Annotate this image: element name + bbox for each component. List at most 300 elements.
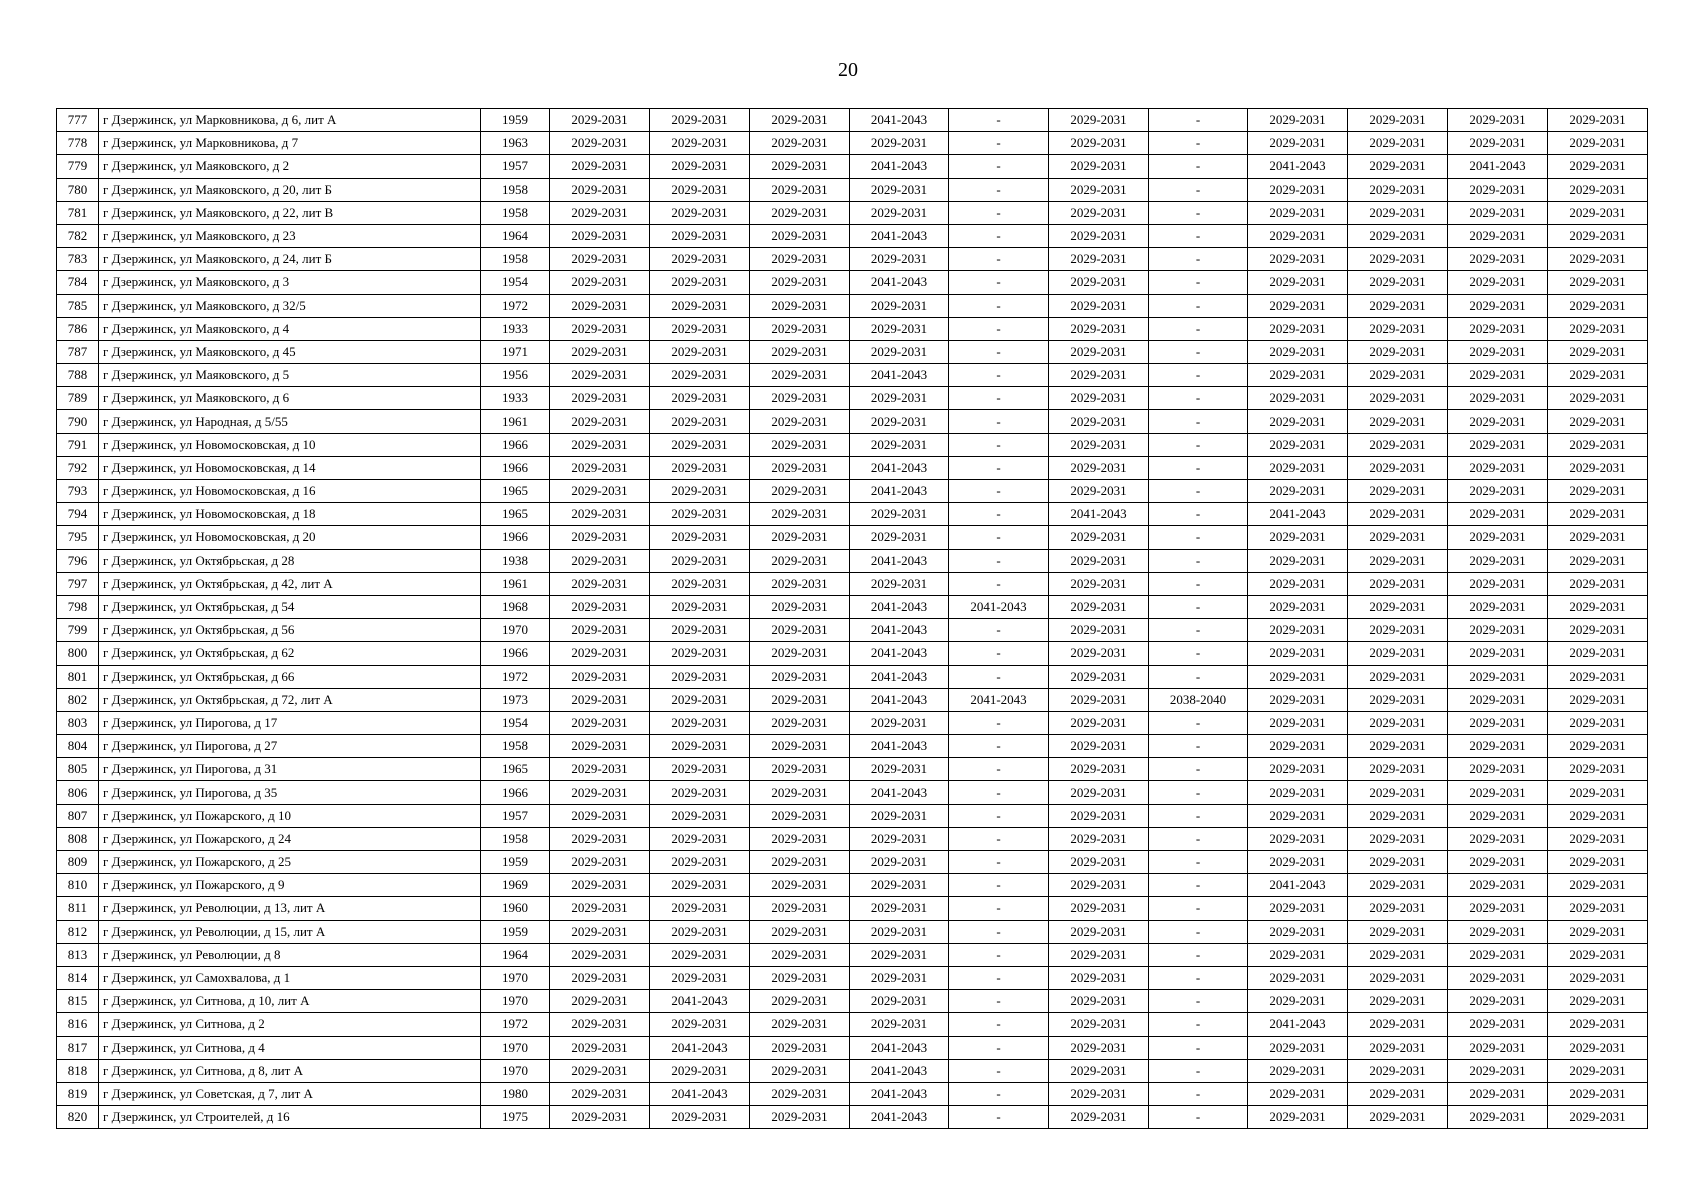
cell-build-year: 1972 (481, 665, 550, 688)
cell-col-10: 2029-2031 (1448, 1082, 1548, 1105)
cell-col-9: 2029-2031 (1348, 827, 1448, 850)
cell-col-1: 2029-2031 (550, 132, 650, 155)
cell-col-9: 2029-2031 (1348, 433, 1448, 456)
cell-col-11: 2029-2031 (1548, 711, 1648, 734)
table-row (57, 1059, 1648, 1082)
cell-col-10: 2029-2031 (1448, 271, 1548, 294)
cell-col-6: 2029-2031 (1049, 1036, 1149, 1059)
cell-col-2: 2029-2031 (650, 1106, 750, 1129)
table-row (57, 410, 1648, 433)
cell-col-11: 2029-2031 (1548, 224, 1648, 247)
cell-col-2: 2029-2031 (650, 619, 750, 642)
page-number: 20 (838, 59, 858, 81)
cell-row-number: 786 (57, 317, 99, 340)
cell-col-5: - (949, 271, 1049, 294)
cell-col-6: 2029-2031 (1049, 851, 1149, 874)
cell-col-7: - (1149, 1106, 1248, 1129)
cell-col-1: 2029-2031 (550, 456, 650, 479)
cell-row-number: 788 (57, 364, 99, 387)
cell-build-year: 1969 (481, 874, 550, 897)
cell-col-7: - (1149, 433, 1248, 456)
cell-build-year: 1980 (481, 1082, 550, 1105)
cell-col-8: 2029-2031 (1248, 109, 1348, 132)
table-row (57, 758, 1648, 781)
cell-col-10: 2029-2031 (1448, 178, 1548, 201)
table-row (57, 966, 1648, 989)
cell-address: г Дзержинск, ул Маяковского, д 45 (99, 340, 481, 363)
cell-col-3: 2029-2031 (750, 1082, 850, 1105)
cell-col-2: 2029-2031 (650, 897, 750, 920)
cell-col-4: 2029-2031 (850, 827, 949, 850)
cell-col-9: 2029-2031 (1348, 1059, 1448, 1082)
cell-col-7: - (1149, 248, 1248, 271)
cell-col-11: 2029-2031 (1548, 1082, 1648, 1105)
cell-col-10: 2029-2031 (1448, 1013, 1548, 1036)
cell-col-7: 2038-2040 (1149, 688, 1248, 711)
cell-col-6: 2029-2031 (1049, 688, 1149, 711)
cell-col-9: 2029-2031 (1348, 990, 1448, 1013)
cell-col-4: 2041-2043 (850, 549, 949, 572)
cell-address: г Дзержинск, ул Октябрьская, д 28 (99, 549, 481, 572)
cell-row-number: 806 (57, 781, 99, 804)
cell-col-6: 2029-2031 (1049, 433, 1149, 456)
cell-col-3: 2029-2031 (750, 155, 850, 178)
cell-row-number: 811 (57, 897, 99, 920)
cell-col-5: - (949, 132, 1049, 155)
cell-col-2: 2029-2031 (650, 827, 750, 850)
table-row (57, 224, 1648, 247)
cell-col-6: 2029-2031 (1049, 990, 1149, 1013)
cell-address: г Дзержинск, ул Маяковского, д 22, лит В (99, 201, 481, 224)
cell-col-7: - (1149, 619, 1248, 642)
cell-col-10: 2029-2031 (1448, 387, 1548, 410)
cell-col-9: 2029-2031 (1348, 1036, 1448, 1059)
cell-col-8: 2029-2031 (1248, 1036, 1348, 1059)
cell-col-11: 2029-2031 (1548, 735, 1648, 758)
cell-col-10: 2029-2031 (1448, 619, 1548, 642)
cell-col-5: - (949, 758, 1049, 781)
cell-build-year: 1975 (481, 1106, 550, 1129)
cell-col-9: 2029-2031 (1348, 224, 1448, 247)
cell-col-3: 2029-2031 (750, 642, 850, 665)
cell-col-3: 2029-2031 (750, 456, 850, 479)
cell-col-10: 2029-2031 (1448, 920, 1548, 943)
cell-build-year: 1968 (481, 595, 550, 618)
cell-col-9: 2029-2031 (1348, 248, 1448, 271)
cell-col-3: 2029-2031 (750, 271, 850, 294)
cell-col-1: 2029-2031 (550, 387, 650, 410)
cell-col-4: 2041-2043 (850, 480, 949, 503)
cell-col-3: 2029-2031 (750, 665, 850, 688)
cell-address: г Дзержинск, ул Ситнова, д 8, лит А (99, 1059, 481, 1082)
cell-address: г Дзержинск, ул Ситнова, д 4 (99, 1036, 481, 1059)
cell-row-number: 812 (57, 920, 99, 943)
table-row (57, 711, 1648, 734)
cell-col-1: 2029-2031 (550, 874, 650, 897)
cell-col-10: 2029-2031 (1448, 943, 1548, 966)
cell-col-7: - (1149, 317, 1248, 340)
cell-col-2: 2029-2031 (650, 271, 750, 294)
cell-col-9: 2029-2031 (1348, 340, 1448, 363)
cell-col-6: 2029-2031 (1049, 549, 1149, 572)
table-row (57, 178, 1648, 201)
cell-col-6: 2029-2031 (1049, 920, 1149, 943)
cell-col-4: 2041-2043 (850, 1082, 949, 1105)
cell-address: г Дзержинск, ул Октябрьская, д 56 (99, 619, 481, 642)
cell-col-4: 2029-2031 (850, 410, 949, 433)
cell-col-3: 2029-2031 (750, 132, 850, 155)
cell-col-7: - (1149, 665, 1248, 688)
cell-col-7: - (1149, 874, 1248, 897)
cell-col-10: 2029-2031 (1448, 1059, 1548, 1082)
cell-col-1: 2029-2031 (550, 665, 650, 688)
table-row (57, 1106, 1648, 1129)
cell-col-2: 2029-2031 (650, 804, 750, 827)
cell-col-7: - (1149, 920, 1248, 943)
cell-col-9: 2029-2031 (1348, 619, 1448, 642)
cell-col-11: 2029-2031 (1548, 248, 1648, 271)
cell-col-1: 2029-2031 (550, 294, 650, 317)
cell-col-2: 2029-2031 (650, 178, 750, 201)
cell-col-2: 2029-2031 (650, 1013, 750, 1036)
cell-col-3: 2029-2031 (750, 920, 850, 943)
cell-col-3: 2029-2031 (750, 340, 850, 363)
cell-col-4: 2041-2043 (850, 155, 949, 178)
cell-col-7: - (1149, 595, 1248, 618)
cell-col-9: 2029-2031 (1348, 178, 1448, 201)
cell-col-11: 2029-2031 (1548, 155, 1648, 178)
cell-col-5: - (949, 665, 1049, 688)
cell-col-2: 2029-2031 (650, 456, 750, 479)
cell-address: г Дзержинск, ул Октябрьская, д 62 (99, 642, 481, 665)
cell-col-8: 2029-2031 (1248, 920, 1348, 943)
cell-col-2: 2029-2031 (650, 294, 750, 317)
cell-col-1: 2029-2031 (550, 711, 650, 734)
cell-build-year: 1972 (481, 294, 550, 317)
cell-col-9: 2029-2031 (1348, 526, 1448, 549)
cell-col-11: 2029-2031 (1548, 665, 1648, 688)
cell-col-8: 2029-2031 (1248, 433, 1348, 456)
cell-col-7: - (1149, 943, 1248, 966)
cell-col-3: 2029-2031 (750, 966, 850, 989)
cell-build-year: 1966 (481, 781, 550, 804)
cell-build-year: 1957 (481, 804, 550, 827)
cell-col-10: 2029-2031 (1448, 340, 1548, 363)
cell-col-6: 2029-2031 (1049, 966, 1149, 989)
table-row (57, 364, 1648, 387)
cell-row-number: 795 (57, 526, 99, 549)
cell-col-6: 2029-2031 (1049, 595, 1149, 618)
cell-col-8: 2029-2031 (1248, 966, 1348, 989)
cell-row-number: 791 (57, 433, 99, 456)
cell-col-1: 2029-2031 (550, 433, 650, 456)
cell-build-year: 1958 (481, 201, 550, 224)
cell-col-2: 2029-2031 (650, 665, 750, 688)
cell-build-year: 1958 (481, 735, 550, 758)
table-row (57, 1036, 1648, 1059)
cell-row-number: 801 (57, 665, 99, 688)
cell-col-7: - (1149, 758, 1248, 781)
cell-col-7: - (1149, 851, 1248, 874)
cell-col-3: 2029-2031 (750, 433, 850, 456)
cell-col-7: - (1149, 804, 1248, 827)
cell-col-8: 2029-2031 (1248, 317, 1348, 340)
cell-address: г Дзержинск, ул Пирогова, д 35 (99, 781, 481, 804)
cell-col-10: 2029-2031 (1448, 480, 1548, 503)
cell-col-2: 2029-2031 (650, 340, 750, 363)
cell-row-number: 800 (57, 642, 99, 665)
cell-col-10: 2029-2031 (1448, 549, 1548, 572)
cell-col-1: 2029-2031 (550, 781, 650, 804)
cell-address: г Дзержинск, ул Новомосковская, д 20 (99, 526, 481, 549)
cell-col-1: 2029-2031 (550, 1036, 650, 1059)
cell-col-8: 2029-2031 (1248, 758, 1348, 781)
cell-col-11: 2029-2031 (1548, 781, 1648, 804)
cell-col-2: 2029-2031 (650, 595, 750, 618)
cell-col-10: 2029-2031 (1448, 248, 1548, 271)
cell-col-10: 2029-2031 (1448, 781, 1548, 804)
cell-row-number: 798 (57, 595, 99, 618)
cell-address: г Дзержинск, ул Марковникова, д 6, лит А (99, 109, 481, 132)
cell-col-10: 2029-2031 (1448, 735, 1548, 758)
cell-col-4: 2041-2043 (850, 224, 949, 247)
table-row (57, 874, 1648, 897)
cell-col-3: 2029-2031 (750, 874, 850, 897)
cell-col-10: 2029-2031 (1448, 827, 1548, 850)
cell-col-3: 2029-2031 (750, 410, 850, 433)
cell-col-9: 2029-2031 (1348, 155, 1448, 178)
cell-col-6: 2029-2031 (1049, 572, 1149, 595)
cell-col-11: 2029-2031 (1548, 804, 1648, 827)
cell-col-8: 2029-2031 (1248, 549, 1348, 572)
cell-col-2: 2029-2031 (650, 109, 750, 132)
table-row (57, 503, 1648, 526)
table-row (57, 804, 1648, 827)
cell-col-7: - (1149, 294, 1248, 317)
cell-build-year: 1970 (481, 1036, 550, 1059)
cell-col-4: 2029-2031 (850, 526, 949, 549)
cell-col-9: 2029-2031 (1348, 781, 1448, 804)
cell-col-9: 2029-2031 (1348, 201, 1448, 224)
cell-build-year: 1965 (481, 480, 550, 503)
cell-col-1: 2029-2031 (550, 271, 650, 294)
cell-col-3: 2029-2031 (750, 758, 850, 781)
cell-col-7: - (1149, 132, 1248, 155)
cell-col-2: 2029-2031 (650, 966, 750, 989)
cell-col-9: 2029-2031 (1348, 851, 1448, 874)
cell-col-11: 2029-2031 (1548, 340, 1648, 363)
cell-build-year: 1970 (481, 990, 550, 1013)
cell-col-4: 2029-2031 (850, 433, 949, 456)
table-row (57, 920, 1648, 943)
cell-col-8: 2029-2031 (1248, 201, 1348, 224)
table-row (57, 294, 1648, 317)
cell-col-8: 2041-2043 (1248, 155, 1348, 178)
cell-col-10: 2029-2031 (1448, 595, 1548, 618)
cell-col-8: 2029-2031 (1248, 1082, 1348, 1105)
cell-col-7: - (1149, 178, 1248, 201)
cell-col-2: 2029-2031 (650, 433, 750, 456)
cell-col-11: 2029-2031 (1548, 1013, 1648, 1036)
cell-col-2: 2029-2031 (650, 851, 750, 874)
cell-col-6: 2029-2031 (1049, 827, 1149, 850)
cell-col-6: 2029-2031 (1049, 132, 1149, 155)
cell-col-4: 2029-2031 (850, 897, 949, 920)
cell-col-9: 2029-2031 (1348, 456, 1448, 479)
cell-col-3: 2029-2031 (750, 387, 850, 410)
cell-col-9: 2029-2031 (1348, 317, 1448, 340)
cell-row-number: 780 (57, 178, 99, 201)
table-row (57, 943, 1648, 966)
table-row (57, 897, 1648, 920)
cell-address: г Дзержинск, ул Маяковского, д 3 (99, 271, 481, 294)
cell-col-2: 2029-2031 (650, 943, 750, 966)
cell-col-2: 2029-2031 (650, 688, 750, 711)
cell-col-1: 2029-2031 (550, 572, 650, 595)
cell-col-10: 2029-2031 (1448, 897, 1548, 920)
cell-col-11: 2029-2031 (1548, 966, 1648, 989)
cell-col-7: - (1149, 109, 1248, 132)
cell-col-2: 2029-2031 (650, 364, 750, 387)
cell-col-2: 2041-2043 (650, 1082, 750, 1105)
cell-col-2: 2029-2031 (650, 387, 750, 410)
cell-col-9: 2029-2031 (1348, 294, 1448, 317)
cell-col-9: 2029-2031 (1348, 572, 1448, 595)
cell-address: г Дзержинск, ул Маяковского, д 6 (99, 387, 481, 410)
cell-col-6: 2029-2031 (1049, 224, 1149, 247)
cell-col-7: - (1149, 966, 1248, 989)
cell-col-2: 2041-2043 (650, 1036, 750, 1059)
cell-col-4: 2041-2043 (850, 364, 949, 387)
cell-col-1: 2029-2031 (550, 364, 650, 387)
cell-address: г Дзержинск, ул Новомосковская, д 10 (99, 433, 481, 456)
table-row (57, 271, 1648, 294)
cell-address: г Дзержинск, ул Новомосковская, д 16 (99, 480, 481, 503)
cell-build-year: 1959 (481, 109, 550, 132)
cell-col-6: 2029-2031 (1049, 874, 1149, 897)
cell-col-5: - (949, 294, 1049, 317)
cell-build-year: 1966 (481, 642, 550, 665)
cell-col-7: - (1149, 549, 1248, 572)
cell-row-number: 818 (57, 1059, 99, 1082)
cell-col-3: 2029-2031 (750, 549, 850, 572)
cell-col-2: 2029-2031 (650, 480, 750, 503)
cell-col-9: 2029-2031 (1348, 943, 1448, 966)
cell-col-10: 2029-2031 (1448, 874, 1548, 897)
cell-col-9: 2029-2031 (1348, 966, 1448, 989)
cell-col-6: 2029-2031 (1049, 410, 1149, 433)
cell-col-5: - (949, 642, 1049, 665)
cell-col-5: - (949, 781, 1049, 804)
cell-col-11: 2029-2031 (1548, 294, 1648, 317)
cell-col-4: 2041-2043 (850, 456, 949, 479)
cell-col-1: 2029-2031 (550, 224, 650, 247)
cell-col-1: 2029-2031 (550, 804, 650, 827)
cell-col-3: 2029-2031 (750, 781, 850, 804)
table-row (57, 201, 1648, 224)
cell-col-10: 2029-2031 (1448, 711, 1548, 734)
cell-address: г Дзержинск, ул Октябрьская, д 54 (99, 595, 481, 618)
cell-col-11: 2029-2031 (1548, 827, 1648, 850)
cell-col-10: 2029-2031 (1448, 642, 1548, 665)
cell-col-8: 2029-2031 (1248, 851, 1348, 874)
cell-build-year: 1964 (481, 224, 550, 247)
cell-col-4: 2029-2031 (850, 804, 949, 827)
cell-col-5: - (949, 317, 1049, 340)
cell-col-3: 2029-2031 (750, 804, 850, 827)
cell-col-10: 2029-2031 (1448, 1106, 1548, 1129)
table-row (57, 665, 1648, 688)
cell-col-3: 2029-2031 (750, 897, 850, 920)
cell-col-8: 2029-2031 (1248, 642, 1348, 665)
cell-col-7: - (1149, 1059, 1248, 1082)
cell-col-5: - (949, 943, 1049, 966)
cell-col-4: 2041-2043 (850, 619, 949, 642)
cell-build-year: 1938 (481, 549, 550, 572)
cell-col-6: 2029-2031 (1049, 1106, 1149, 1129)
cell-col-3: 2029-2031 (750, 526, 850, 549)
cell-col-8: 2029-2031 (1248, 665, 1348, 688)
cell-build-year: 1958 (481, 248, 550, 271)
cell-row-number: 782 (57, 224, 99, 247)
cell-col-6: 2029-2031 (1049, 480, 1149, 503)
table-row (57, 619, 1648, 642)
cell-col-5: - (949, 224, 1049, 247)
cell-col-1: 2029-2031 (550, 851, 650, 874)
cell-build-year: 1959 (481, 851, 550, 874)
cell-build-year: 1961 (481, 410, 550, 433)
cell-col-3: 2029-2031 (750, 503, 850, 526)
cell-col-5: - (949, 572, 1049, 595)
cell-address: г Дзержинск, ул Ситнова, д 10, лит А (99, 990, 481, 1013)
cell-col-11: 2029-2031 (1548, 688, 1648, 711)
cell-address: г Дзержинск, ул Советская, д 7, лит А (99, 1082, 481, 1105)
cell-col-1: 2029-2031 (550, 178, 650, 201)
cell-col-5: - (949, 526, 1049, 549)
cell-col-1: 2029-2031 (550, 340, 650, 363)
cell-address: г Дзержинск, ул Маяковского, д 5 (99, 364, 481, 387)
cell-col-2: 2029-2031 (650, 155, 750, 178)
cell-col-9: 2029-2031 (1348, 549, 1448, 572)
cell-col-3: 2029-2031 (750, 990, 850, 1013)
cell-build-year: 1973 (481, 688, 550, 711)
cell-row-number: 777 (57, 109, 99, 132)
cell-col-11: 2029-2031 (1548, 410, 1648, 433)
cell-col-8: 2029-2031 (1248, 1106, 1348, 1129)
cell-build-year: 1954 (481, 711, 550, 734)
cell-col-4: 2029-2031 (850, 943, 949, 966)
cell-col-1: 2029-2031 (550, 688, 650, 711)
cell-col-9: 2029-2031 (1348, 897, 1448, 920)
cell-col-5: - (949, 201, 1049, 224)
cell-col-1: 2029-2031 (550, 248, 650, 271)
cell-col-7: - (1149, 1082, 1248, 1105)
table-row (57, 433, 1648, 456)
cell-col-8: 2029-2031 (1248, 387, 1348, 410)
cell-col-1: 2029-2031 (550, 549, 650, 572)
cell-build-year: 1933 (481, 387, 550, 410)
cell-col-9: 2029-2031 (1348, 387, 1448, 410)
cell-col-6: 2029-2031 (1049, 155, 1149, 178)
cell-address: г Дзержинск, ул Строителей, д 16 (99, 1106, 481, 1129)
cell-col-5: - (949, 433, 1049, 456)
cell-col-3: 2029-2031 (750, 851, 850, 874)
cell-col-10: 2029-2031 (1448, 456, 1548, 479)
cell-col-7: - (1149, 271, 1248, 294)
cell-col-7: - (1149, 827, 1248, 850)
cell-col-7: - (1149, 480, 1248, 503)
cell-col-3: 2029-2031 (750, 1106, 850, 1129)
